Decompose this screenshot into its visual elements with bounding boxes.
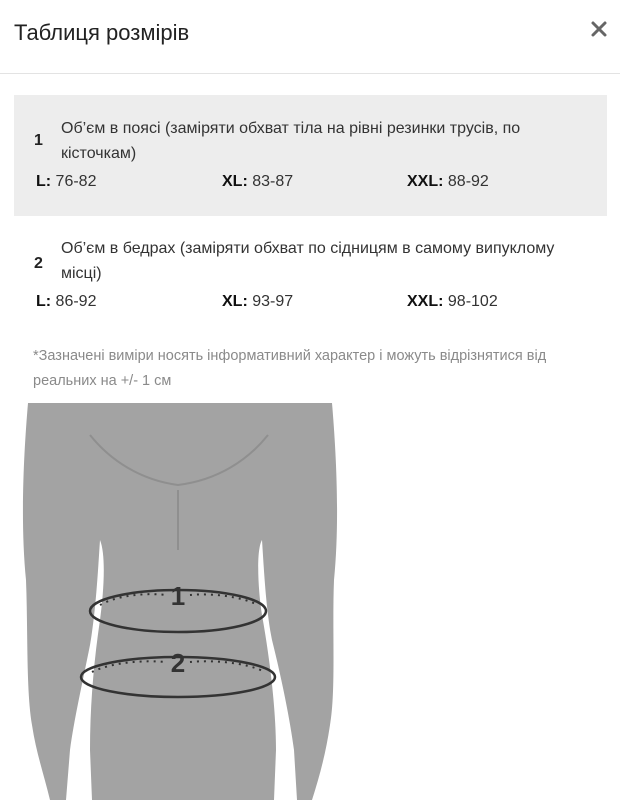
size-value: 83-87 [247, 173, 294, 190]
size-xxl [407, 173, 489, 191]
size-label: L: [36, 173, 52, 190]
size-value: 76-82 [51, 173, 97, 190]
size-value: 98-102 [443, 293, 498, 310]
measurement-number: 1 [34, 132, 43, 149]
size-l [36, 293, 96, 311]
size-value: 93-97 [247, 293, 294, 310]
size-xl [222, 293, 293, 311]
size-xxl [407, 293, 498, 311]
modal-header [0, 0, 620, 74]
measurement-description: Об’єм в поясі (заміряти обхват тіла на рівні резинки трусів, по кісточкам) [61, 120, 521, 162]
size-value: 86-92 [51, 293, 97, 310]
size-label: XXL: [407, 173, 444, 190]
size-value: 88-92 [443, 173, 489, 190]
size-label: XL: [222, 293, 248, 310]
body-silhouette-figure [0, 400, 360, 800]
measurement-row-waist [14, 95, 607, 216]
measurement-description: Об’єм в бедрах (заміряти обхват по сідницям в самому випуклому місці) [61, 240, 555, 282]
size-xl [222, 173, 293, 191]
hip-label: 2 [170, 648, 186, 678]
size-l [36, 173, 96, 191]
modal-title: Таблиця розмірів [14, 20, 190, 45]
measurement-number: 2 [34, 255, 43, 272]
waist-label: 1 [170, 581, 186, 611]
measurement-row-hips [14, 226, 607, 326]
size-label: XL: [222, 173, 248, 190]
close-icon[interactable] [588, 18, 610, 40]
size-label: L: [36, 293, 52, 310]
size-label: XXL: [407, 293, 444, 310]
size-note: *Зазначені виміри носять інформативний характер і можуть відрізнятися від реальних на +/- 1 см [33, 348, 547, 389]
